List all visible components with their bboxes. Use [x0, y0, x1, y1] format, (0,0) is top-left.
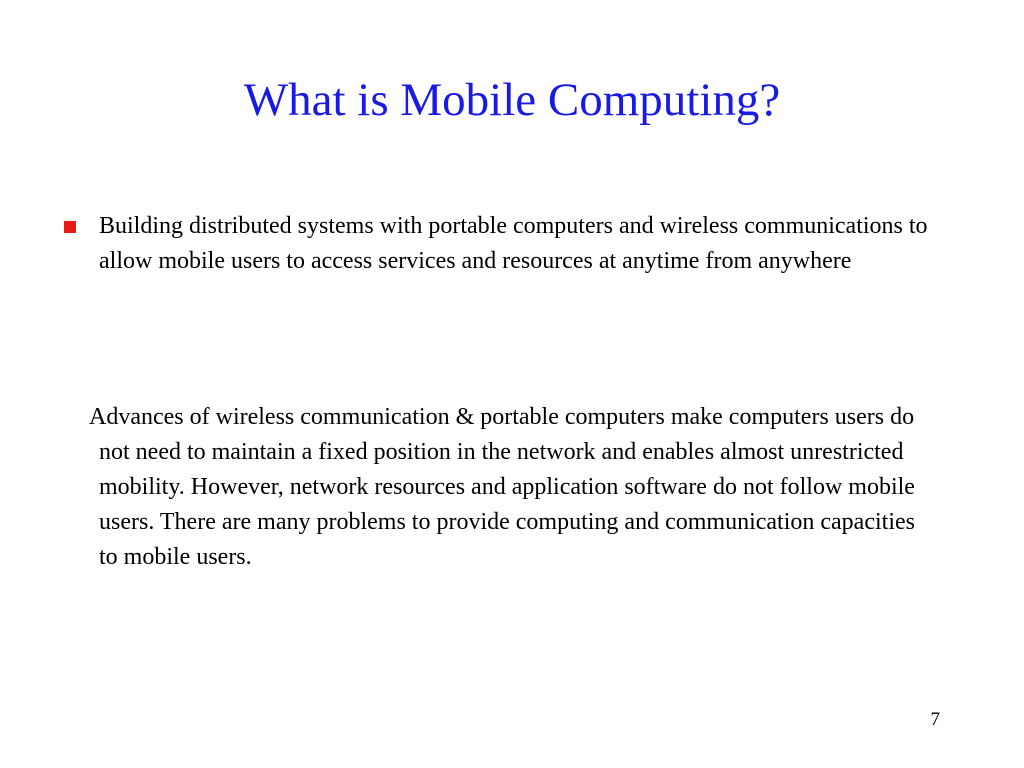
square-bullet-icon [64, 221, 76, 233]
body-paragraph: Advances of wireless communication & portable computers make computers users do not need to maintain a fixed position in the network and enables almost unrestricted mobility. However, network resources and application software do not follow mobile users. There are many problems to provide computing and communication capacities to mobile users. [89, 404, 915, 570]
page-number: 7 [930, 709, 940, 730]
slide-title: What is Mobile Computing? [243, 74, 781, 126]
bullet-text: Building distributed systems with portable computers and wireless communications to allow mobile users to access services and resources at anytime from anywhere [99, 213, 928, 274]
